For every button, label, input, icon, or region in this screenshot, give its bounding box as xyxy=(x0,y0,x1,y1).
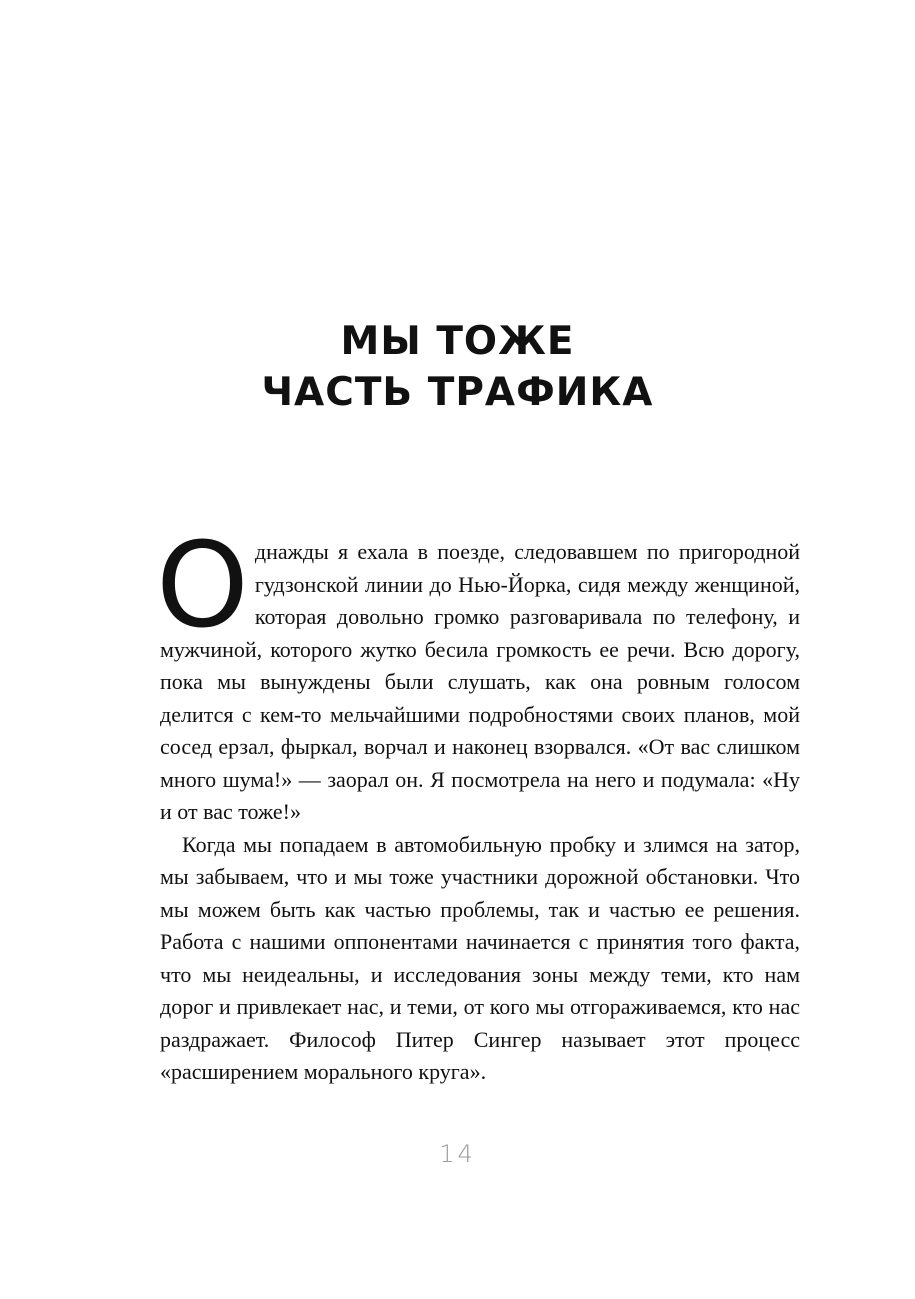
page-number: 14 xyxy=(439,1140,476,1168)
drop-cap: О xyxy=(156,516,249,654)
paragraph-1-text: днажды я ехала в поезде, следовавшем по пригородной гудзонской линии до Нью-Йорка, сидя между женщиной, которая довольно громко разговаривала по телефону, и мужчиной, которого жутко бесила громкость ее речи. Всю дорогу, пока мы вынуждены были слушать, как она ровным голосом делится с кем-то мельчайшими подробностями своих планов, мой сосед ерзал, фыркал, ворчал и наконец взорвался. «От вас слишком много шума!» — заорал он. Я посмотрела на него и подумала: «Ну и от вас тоже!» xyxy=(160,539,800,824)
chapter-body xyxy=(156,516,800,1089)
paragraph-2: Когда мы попадаем в автомобильную пробку и злимся на затор, мы забываем, что и мы тоже участники дорожной обстановки. Что мы можем быть как частью проблемы, так и частью ее решения. Работа с нашими оппонентами начинается с принятия того факта, что мы неидеальны, и исследования зоны между теми, кто нам дорог и привлекает нас, и теми, от кого мы отгораживаемся, кто нас раздражает. Философ Питер Сингер называет этот процесс «расширением морального круга». xyxy=(160,831,800,1084)
chapter-title-line-1: МЫ ТОЖЕ xyxy=(340,319,575,364)
paragraph-1 xyxy=(156,516,800,829)
chapter-title-line-2: ЧАСТЬ ТРАФИКА xyxy=(261,370,654,415)
